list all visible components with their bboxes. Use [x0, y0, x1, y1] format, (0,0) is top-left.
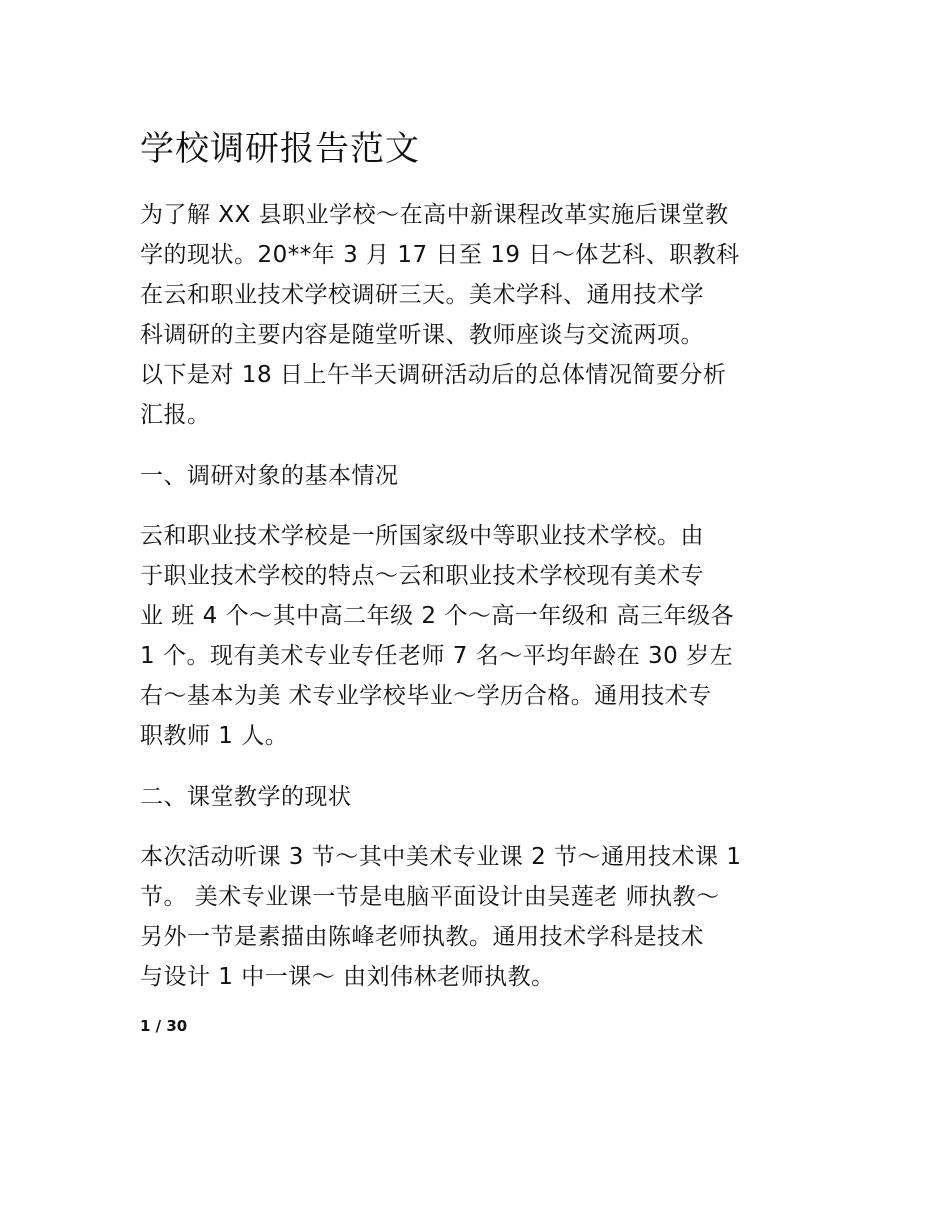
- section-1-heading: 一、调研对象的基本情况: [140, 463, 399, 489]
- section-1-line-5: 右～基本为美 术专业学校毕业～学历合格。通用技术专: [140, 683, 712, 709]
- intro-line-3: 在云和职业技术学校调研三天。美术学科、通用技术学: [140, 282, 704, 308]
- page-number: 1 / 30: [140, 1017, 188, 1035]
- section-2-line-2: 节。 美术专业课一节是电脑平面设计由吴莲老 师执教～: [140, 884, 720, 910]
- section-1-line-1: 云和职业技术学校是一所国家级中等职业技术学校。由: [140, 523, 704, 549]
- intro-line-2: 学的现状。20**年 3 月 17 日至 19 日～体艺科、职教科: [140, 242, 740, 268]
- section-1-line-6: 职教师 1 人。: [140, 723, 289, 749]
- intro-line-1: 为了解 XX 县职业学校～在高中新课程改革实施后课堂教: [140, 202, 729, 228]
- page-title: 学校调研报告范文: [140, 129, 420, 169]
- intro-line-5: 以下是对 18 日上午半天调研活动后的总体情况简要分析: [140, 362, 727, 388]
- intro-line-6: 汇报。: [140, 402, 211, 428]
- intro-line-4: 科调研的主要内容是随堂听课、教师座谈与交流两项。: [140, 322, 704, 348]
- section-1-line-3: 业 班 4 个～其中高二年级 2 个～高一年级和 高三年级各: [140, 603, 735, 629]
- section-2-heading: 二、课堂教学的现状: [140, 784, 352, 810]
- section-2-line-4: 与设计 1 中一课～ 由刘伟林老师执教。: [140, 964, 555, 990]
- section-2-line-1: 本次活动听课 3 节～其中美术专业课 2 节～通用技术课 1: [140, 844, 742, 870]
- section-2-line-3: 另外一节是素描由陈峰老师执教。通用技术学科是技术: [140, 924, 704, 950]
- section-1-line-2: 于职业技术学校的特点～云和职业技术学校现有美术专: [140, 563, 704, 589]
- section-1-line-4: 1 个。现有美术专业专任老师 7 名～平均年龄在 30 岁左: [140, 643, 734, 669]
